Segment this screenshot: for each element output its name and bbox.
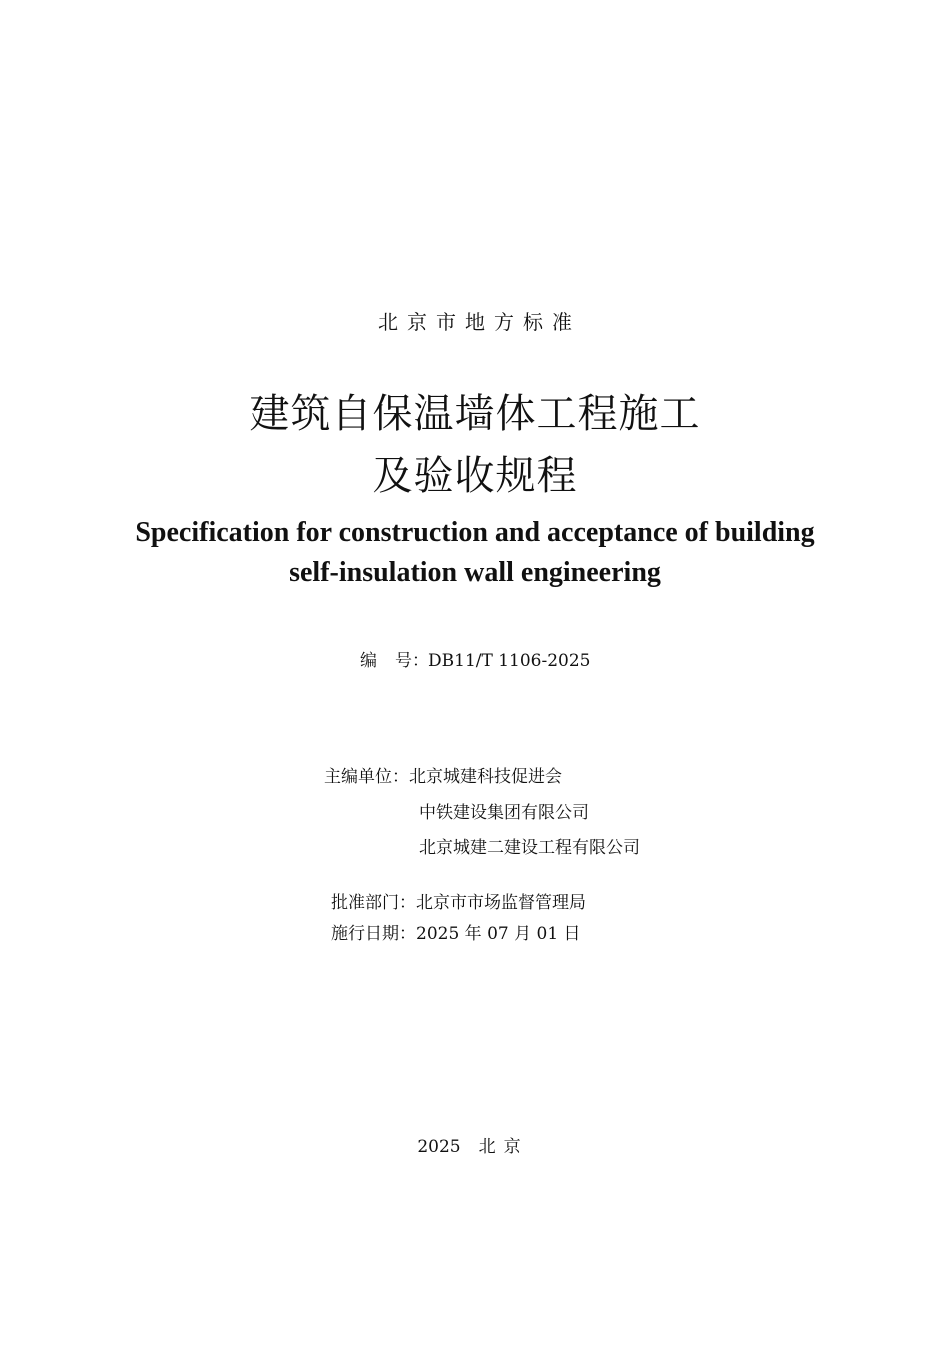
chief-editor-org-3: 北京城建二建设工程有限公司 [419,838,640,858]
approval-department-value: 北京市市场监督管理局 [416,893,586,913]
title-english-line-2: self-insulation wall engineering [289,557,661,588]
effective-date-value: 2025 年 07 月 01 日 [416,924,581,944]
footer-city: 北京 [478,1137,529,1157]
approval-department-row [331,890,586,916]
standard-number [360,648,591,674]
chief-editor-label: 主编单位： [324,767,409,787]
footer-imprint [0,1134,946,1160]
title-chinese-line-1: 建筑自保温墙体工程施工 [249,391,701,437]
standard-type: 北京市地方标准 [378,310,581,334]
footer-year: 2025 [417,1137,461,1157]
effective-date-row [331,921,581,947]
standard-number-value: DB11/T 1106-2025 [428,651,591,671]
title-chinese-line-2: 及验收规程 [372,453,578,499]
title-english-line-1: Specification for construction and acceptance of building [135,517,815,548]
approval-department-label: 批准部门： [331,893,416,913]
chief-editor-org-1: 北京城建科技促进会 [409,767,562,787]
chief-editor-row [324,764,562,790]
standard-number-label: 编 号： [360,651,429,671]
chief-editor-org-2: 中铁建设集团有限公司 [419,803,589,823]
effective-date-label: 施行日期： [331,924,416,944]
